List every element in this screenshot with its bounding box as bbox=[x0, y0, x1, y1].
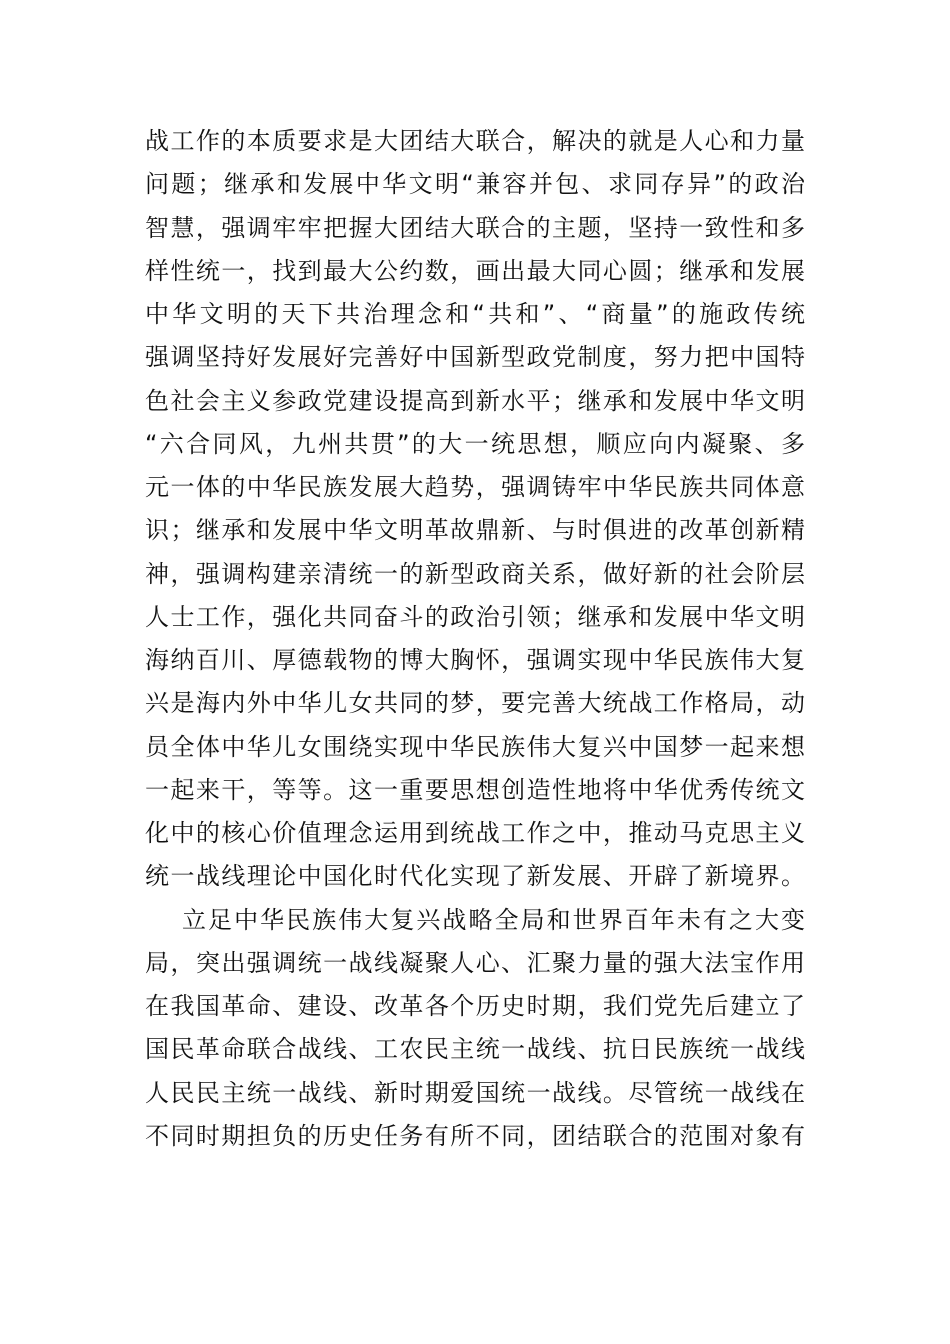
text-line: 智慧，强调牢牢把握大团结大联合的主题，坚持一致性和多 bbox=[145, 213, 805, 242]
text-line: 战工作的本质要求是大团结大联合，解决的就是人心和力量 bbox=[145, 127, 805, 155]
text-line: 一起来干，等等。这一重要思想创造性地将中华优秀传统文 bbox=[145, 775, 805, 804]
paragraph-first-line: 立足中华民族伟大复兴战略全局和世界百年未有之大变 bbox=[182, 905, 805, 934]
text-line: “六合同风，九州共贯”的大一统思想，顺应向内凝聚、多 bbox=[145, 429, 805, 458]
text-line: 人民民主统一战线、新时期爱国统一战线。尽管统一战线在 bbox=[145, 1078, 805, 1107]
text-line: 元一体的中华民族发展大趋势，强调铸牢中华民族共同体意 bbox=[145, 473, 805, 501]
text-line: 海纳百川、厚德载物的博大胸怀，强调实现中华民族伟大复 bbox=[145, 646, 805, 674]
text-line: 国民革命联合战线、工农民主统一战线、抗日民族统一战线 bbox=[145, 1035, 805, 1064]
text-line: 化中的核心价值理念运用到统战工作之中，推动马克思主义 bbox=[145, 819, 805, 847]
text-line: 局，突出强调统一战线凝聚人心、汇聚力量的强大法宝作用 bbox=[145, 948, 805, 977]
text-line: 兴是海内外中华儿女共同的梦，要完善大统战工作格局，动 bbox=[145, 689, 805, 718]
text-line: 人士工作，强化共同奋斗的政治引领；继承和发展中华文明 bbox=[145, 602, 805, 631]
text-line: 问题；继承和发展中华文明“兼容并包、求同存异”的政治 bbox=[145, 170, 805, 199]
text-line: 强调坚持好发展好完善好中国新型政党制度，努力把中国特 bbox=[145, 343, 805, 372]
text-line: 色社会主义参政党建设提高到新水平；继承和发展中华文明 bbox=[145, 386, 805, 415]
text-line: 神，强调构建亲清统一的新型政商关系，做好新的社会阶层 bbox=[145, 559, 805, 588]
text-line: 统一战线理论中国化时代化实现了新发展、开辟了新境界。 bbox=[145, 862, 805, 891]
text-line: 不同时期担负的历史任务有所不同，团结联合的范围对象有 bbox=[145, 1121, 805, 1150]
text-line: 中华文明的天下共治理念和“共和”、“商量”的施政传统 bbox=[145, 300, 805, 328]
text-line: 样性统一，找到最大公约数，画出最大同心圆；继承和发展 bbox=[145, 256, 805, 285]
text-line: 识；继承和发展中华文明革故鼎新、与时俱进的改革创新精 bbox=[145, 516, 805, 545]
text-line: 在我国革命、建设、改革各个历史时期，我们党先后建立了 bbox=[145, 992, 805, 1020]
text-line: 员全体中华儿女围绕实现中华民族伟大复兴中国梦一起来想 bbox=[145, 732, 805, 761]
